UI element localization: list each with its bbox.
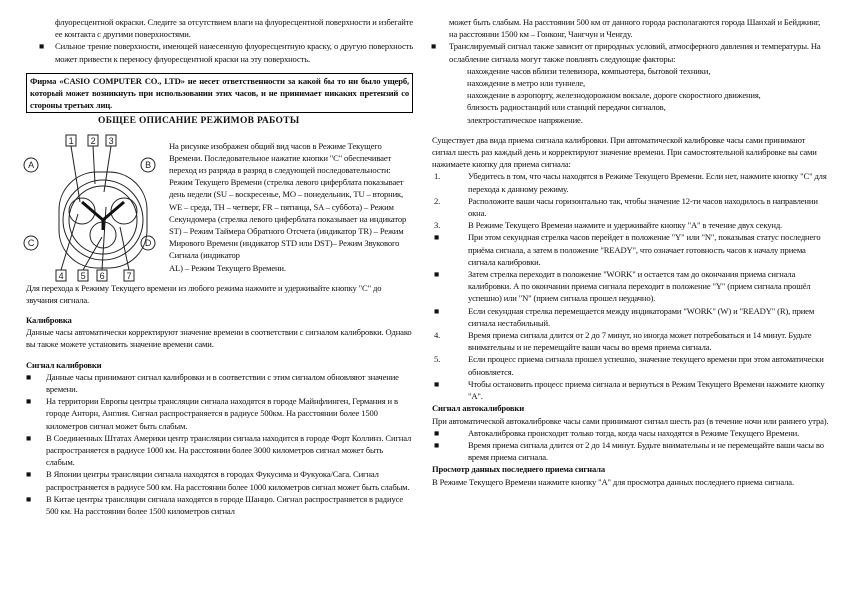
bullet-icon: ■	[26, 371, 32, 382]
callout-2: 2	[90, 135, 96, 146]
signal-list	[26, 371, 413, 517]
step-text: Убедитесь в том, что часы находятся в Режиме Текущего Времени. Если нет, нажмите кнопку "C" для перехода к данному режиму.	[468, 171, 827, 194]
disclaimer-box	[26, 73, 413, 114]
step-text: В Режиме Текущего Времени нажмите и удерживайте кнопку "A" в течение двух секунд.	[468, 220, 783, 231]
button-d-label: D	[144, 237, 152, 248]
list-item-text: В Китае центры трансляции сигнала находятся в городе Шанцю. Сигнал распространяется в радиусе 500 км. На расстоянии более 1500 километров сигнал	[46, 493, 404, 517]
factor-item: близость радиостанций или станций передачи сигналов,	[467, 102, 666, 113]
right-column	[432, 16, 830, 488]
calibration-types-text: Существует два вида приема сигнала калибровки. При автоматической калибровке часы сами принимают сигнал шесть раз каждый день и корректируют значение времени. При самостоятельной калибровке вы сами нажимаете кнопку для приема сигнала:	[432, 134, 817, 170]
bullet-icon: ■	[434, 305, 440, 316]
step-text: Если секундная стрелка перемещается между индикаторами "WORK" (W) и "READY" (R), прием сигнала нестабильный.	[468, 305, 815, 328]
list-item-text: В Соединенных Штатах Америки центр трансляции сигнала находится в городе Форт Коллинз. Сигнал распространяется в радиусе 1000 км. На расстоянии более 3000 километров сигнал может быть слабым.	[46, 432, 412, 468]
intro-text: флуоресцентной окраски. Следите за отсутствием влаги на флуоресцентной поверхности и избегайте ее контакта с другими поверхностями.	[55, 17, 413, 40]
modes-tail: AL) – Режим Текущего Времени.	[169, 262, 286, 273]
factor-item: нахождение в аэропорту, железнодорожном вокзале, дороге скоростного движения,	[467, 90, 761, 101]
intro-bullet-text: Сильное трение поверхности, имеющей нанесенную флуоресцентную краску, о другую поверхность может привести к переносу флуоресцентной краски на эту поверхность.	[55, 41, 413, 64]
callout-4: 4	[58, 270, 64, 281]
step-marker: 4.	[434, 330, 441, 341]
list-item	[26, 432, 413, 469]
step-item	[434, 305, 830, 329]
step-text: Затем стрелка переходит в положение "WORK" и остается там до окончания приема сигнала калибровки. А по окончании приема сигнала переходит в положение "Y" (прием сигнала прошёл успешно) или "N" (прием сигнала прошел неудачно).	[468, 269, 811, 304]
step-text: Расположите ваши часы горизонтально так, чтобы значение 12-ти часов находилось в направлении окна.	[468, 195, 818, 219]
return-instruction: Для перехода к Режиму Текущего времени из любого режима нажмите и удерживайте кнопку "C" до звучания сигнала.	[26, 282, 382, 305]
list-item	[26, 395, 413, 432]
factors-bullet	[431, 40, 830, 64]
calibration-text: Данные часы автоматически корректируют значение времени в соответствии с сигналом калибровки. Однако вы также можете установить значение времени сами.	[26, 327, 412, 350]
list-item-text: Автокалибровка происходит только тогда, когда часы находятся в Режиме Текущего Времени.	[468, 427, 800, 438]
auto-calibration-text: При автоматической автокалибровке часы сами принимают сигнал шесть раз (в течение ночи или раннего утра).	[432, 415, 829, 426]
step-item	[434, 378, 830, 402]
list-item-text: Время приема сигнала длится от 2 до 14 минут. Будьте внимательны и не перемещайте ваши часы во время приема сигнала.	[468, 439, 824, 463]
step-item	[434, 195, 830, 219]
bullet-icon: ■	[26, 469, 32, 480]
callout-1: 1	[68, 135, 74, 146]
last-reception-text: В Режиме Текущего Времени нажмите кнопку "A" для просмотра данных последнего приема сигнала.	[432, 476, 794, 487]
bullet-icon: ■	[26, 396, 32, 407]
auto-calibration-heading: Сигнал автокалибровки	[432, 403, 525, 414]
disclaimer-text: Фирма «CASIO COMPUTER CO., LTD» не несет ответственности за какой бы то ни было ущерб, который может возникнуть при использовании этих часов, и не принимает никаких претензий со стороны третьих лиц.	[30, 75, 409, 111]
section-title: ОБЩЕЕ ОПИСАНИЕ РЕЖИМОВ РАБОТЫ	[98, 116, 300, 127]
list-item	[26, 493, 413, 517]
modes-description: На рисунке изображен общий вид часов в Режиме Текущего Времени. Последовательное нажатие кнопки "C" обеспечивает переход из разряда в разряд в следующей последовательности: Режим Текущего Времени (стрелка левого циферблата показывает день недели (SU – воскресенье, MO – понедельник, TU – вторник, WE – среда, TH – четверг, FR – пятница, SA – суббота) – Режим Секундомера (стрелка левого циферблата показывает на индикатор ST) – Режим Таймера Обратного Отсчета (индикатор TR) – Режим Мирового Времени (индикатор STD или DST)– Режим Звукового Сигнала (индикатор	[169, 140, 407, 261]
bullet-icon: ■	[434, 269, 440, 280]
button-b-label: B	[145, 159, 151, 170]
signal-heading: Сигнал калибровки	[26, 359, 102, 370]
step-item	[434, 268, 830, 305]
step-marker: 1.	[434, 171, 441, 182]
callout-6: 6	[99, 270, 105, 281]
bullet-icon: ■	[434, 378, 440, 389]
bullet-icon: ■	[26, 432, 32, 443]
factor-item: электростатическое напряжение.	[467, 114, 583, 125]
left-column	[26, 16, 413, 517]
step-item	[434, 219, 830, 231]
bullet-icon: ■	[434, 439, 440, 450]
factors-list	[432, 65, 787, 126]
manual-steps-list	[432, 170, 830, 402]
bullet-icon: ■	[434, 232, 440, 243]
list-item-text: Данные часы принимают сигнал калибровки и в соответствии с этим сигналом обновляют значение времени.	[46, 371, 399, 395]
step-item	[434, 170, 830, 194]
step-marker: 2.	[434, 195, 441, 206]
step-text: Чтобы остановить процесс приема сигнала и вернуться в Режим Текущего Времени нажмите кнопку "A".	[468, 378, 825, 402]
list-item	[434, 439, 830, 463]
list-item	[434, 427, 830, 439]
callout-5: 5	[80, 270, 86, 281]
watch-diagram	[20, 132, 165, 282]
factor-item: нахождение часов вблизи телевизора, компьютера, бытовой техники,	[467, 65, 711, 76]
bullet-icon: ■	[26, 493, 32, 504]
intro-paragraph	[26, 16, 413, 40]
continued-text: может быть слабым. На расстоянии 500 км от данного города располагаются города Шанхай и Бейджинг, на расстоянии 1500 км – Гонконг, Чангчун и Ченгду.	[449, 17, 821, 40]
bullet-icon: ■	[431, 41, 437, 52]
step-item	[434, 353, 830, 377]
list-item-text: В Японии центры трансляции сигнала находятся в городах Фукусима и Фукуока/Сага. Сигнал распространяется в радиусе 500 км. На расстоянии более 1000 километров сигнал может быть слабым.	[46, 469, 410, 492]
step-marker: 3.	[434, 220, 441, 231]
factors-bullet-text: Транслируемый сигнал также зависит от природных условий, атмосферного давления и температуры. На ослабление сигнала могут также повлиять следующие факторы:	[449, 41, 821, 64]
auto-calibration-list	[432, 427, 830, 464]
callout-3: 3	[108, 135, 114, 146]
step-text: Если процесс приема сигнала прошел успешно, значение текущего времени при этом автоматически обновляется.	[468, 354, 824, 377]
list-item-text: На территории Европы центры трансляции сигнала находятся в городе Майнфлинген, Германия и в городе Анторн, Англия. Сигнал распространяется в радиусе 500км. На расстоянии более 1500 километров сигнал может быть слабым.	[46, 396, 398, 431]
last-reception-heading: Просмотр данных последнего приема сигнала	[432, 464, 605, 475]
bullet-icon: ■	[39, 41, 45, 52]
callout-7: 7	[126, 270, 132, 281]
list-item	[26, 371, 413, 395]
step-marker: 5.	[434, 354, 441, 365]
button-a-label: A	[28, 159, 34, 170]
intro-bullet	[39, 40, 413, 64]
factor-item: нахождение в метро или туннеле,	[467, 78, 585, 89]
button-c-label: C	[27, 237, 35, 248]
list-item	[26, 468, 413, 492]
step-text: При этом секундная стрелка часов перейдет в положение "Y" или "N", показывая статус последнего приёма сигнала, а затем в положение "READY", что означает готовность часов к началу приема сигнала калибровки.	[468, 232, 821, 267]
step-item	[434, 231, 830, 268]
step-item	[434, 329, 830, 353]
step-text: Время приема сигнала длится от 2 до 7 минут, но иногда может потребоваться и 14 минут. Будьте внимательны и не перемещайте ваши часы во время приема сигнала.	[468, 330, 812, 353]
calibration-heading: Калибровка	[26, 315, 72, 326]
bullet-icon: ■	[434, 427, 440, 438]
